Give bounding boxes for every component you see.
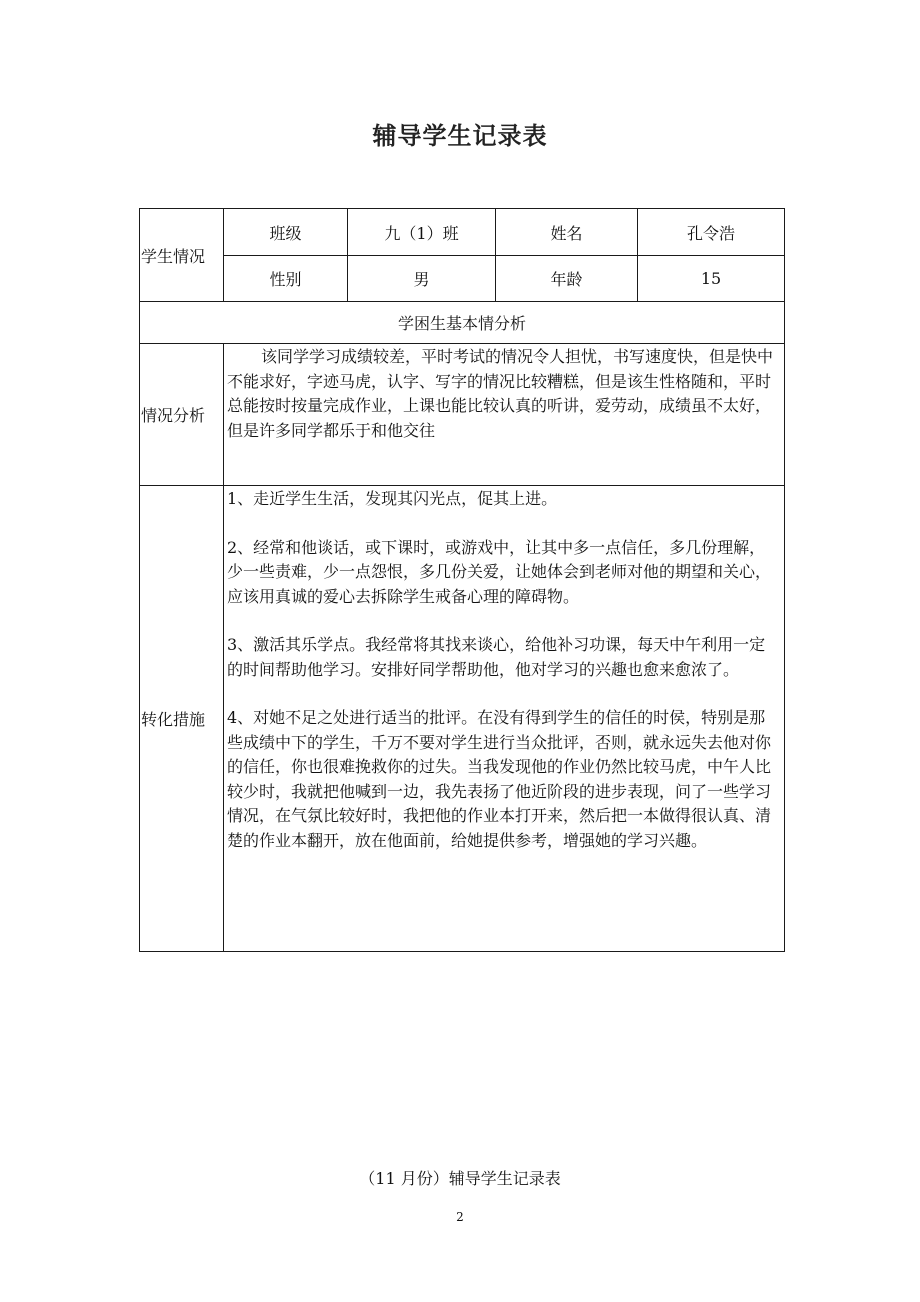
gender-label: 性别 — [224, 256, 348, 302]
class-label: 班级 — [224, 209, 348, 256]
situation-label: 情况分析 — [140, 344, 224, 486]
measure-item: 4、对她不足之处进行适当的批评。在没有得到学生的信任的时侯，特别是那些成绩中下的学生，千万不要对学生进行当众批评，否则，就永远失去他对你的信任，你也很难挽救你的过失。当我发现他的作业仍然比较马虎，中午人比较少时，我就把他喊到一边，我先表扬了他近阶段的进步表现，问了一些学习情况，在气氛比较好时，我把他的作业本打开来，然后把一本做得很认真、清楚的作业本翻开，放在他面前，给她提供参考，增强她的学习兴趣。 — [227, 708, 772, 850]
student-info-label: 学生情况 — [140, 209, 224, 302]
measure-item: 3、激活其乐学点。我经常将其找来谈心，给他补习功课，每天中午利用一定的时间帮助他学习。安排好同学帮助他，他对学习的兴趣也愈来愈浓了。 — [227, 635, 766, 679]
situation-text: 该同学学习成绩较差，平时考试的情况令人担忧，书写速度快，但是快中不能求好，字迹马虎，认字、写字的情况比较糟糕，但是该生性格随和，平时总能按时按量完成作业，上课也能比较认真的听讲，爱劳动，成绩虽不太好，但是许多同学都乐于和他交往 — [227, 347, 774, 440]
table-row — [140, 486, 785, 952]
table-row — [140, 302, 785, 344]
gender-value: 男 — [348, 256, 496, 302]
table-row — [140, 256, 785, 302]
measures-cell — [224, 486, 785, 952]
footer-title: （11 月份）辅导学生记录表 — [359, 1169, 561, 1188]
measure-item: 2、经常和他谈话，或下课时，或游戏中，让其中多一点信任，多几份理解，少一些责难，少一点怨恨，多几份关爱，让她体会到老师对他的期望和关心，应该用真诚的爱心去拆除学生戒备心理的障碍物。 — [227, 537, 772, 606]
measure-item: 1、走近学生生活，发现其闪光点，促其上进。 — [227, 489, 558, 508]
table-row — [140, 344, 785, 486]
measures-label: 转化措施 — [140, 486, 224, 952]
situation-cell — [224, 344, 785, 486]
record-table — [139, 208, 785, 952]
age-value: 15 — [638, 256, 785, 302]
page-number: 2 — [456, 1210, 464, 1224]
name-label: 姓名 — [496, 209, 638, 256]
table-row — [140, 209, 785, 256]
class-value: 九（1）班 — [348, 209, 496, 256]
age-label: 年龄 — [496, 256, 638, 302]
document-title: 辅导学生记录表 — [372, 122, 548, 150]
analysis-header: 学困生基本情分析 — [140, 302, 785, 344]
name-value: 孔令浩 — [638, 209, 785, 256]
